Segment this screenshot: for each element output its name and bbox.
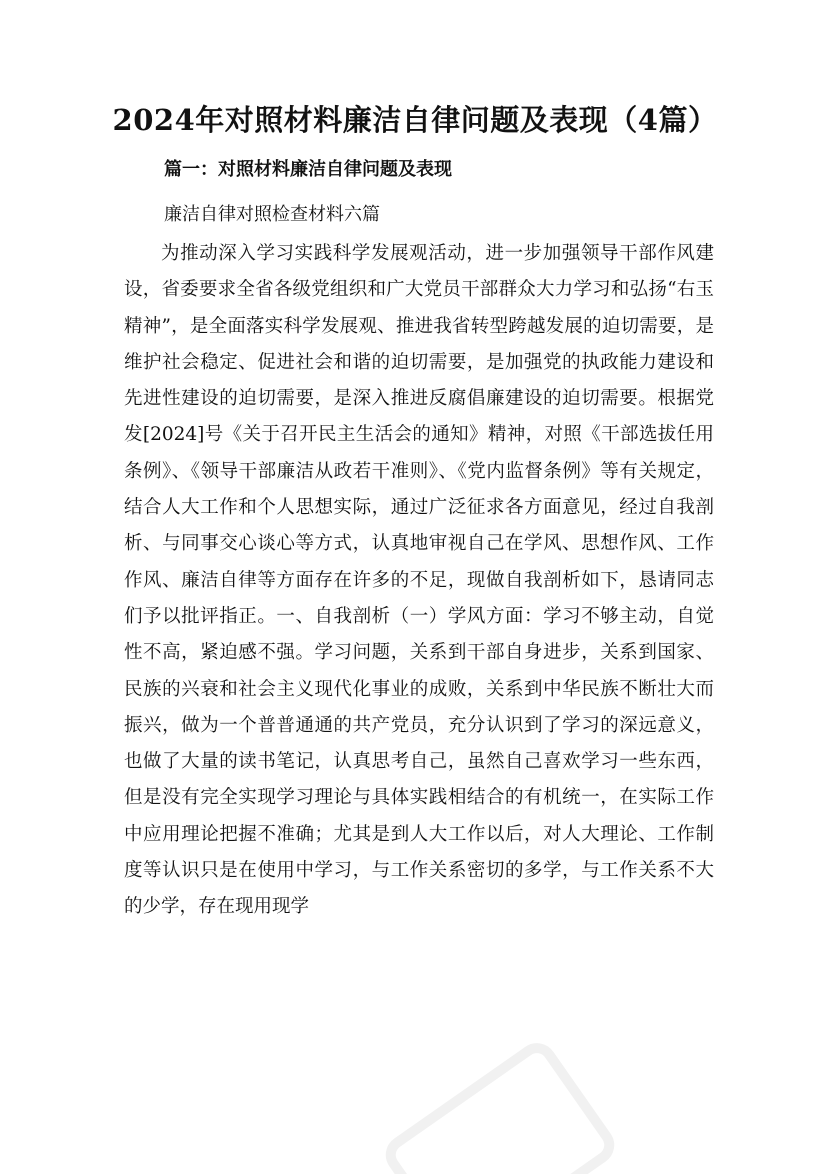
section-heading: 篇一：对照材料廉洁自律问题及表现 bbox=[164, 159, 452, 180]
body-paragraph: 为推动深入学习实践科学发展观活动，进一步加强领导干部作风建设，省委要求全省各级党组织和广大党员干部群众大力学习和弘扬“右玉精神”，是全面落实科学发展观、推进我省转型跨越发展的迫切需要，是维护社会稳定、促进社会和谐的迫切需要，是加强党的执政能力建设和先进性建设的迫切需要，是深入推进反腐倡廉建设的迫切需要。根据党发[2024]号《关于召开民主生活会的通知》精神，对照《干部选拔任用条例》、《领导干部廉洁从政若干准则》、《党内监督条例》等有关规定，结合人大工作和个人思想实际，通过广泛征求各方面意见，经过自我剖析、与同事交心谈心等方式，认真地审视自己在学风、思想作风、工作作风、廉洁自律等方面存在许多的不足，现做自我剖析如下，恳请同志们予以批评指正。一、自我剖析（一）学风方面：学习不够主动，自觉性不高，紧迫感不强。学习问题，关系到干部自身进步，关系到国家、民族的兴衰和社会主义现代化事业的成败，关系到中华民族不断壮大而振兴，做为一个普普通通的共产党员，充分认识到了学习的深远意义，也做了大量的读书笔记，认真思考自己，虽然自己喜欢学习一些东西，但是没有完全实现学习理论与具体实践相结合的有机统一，在实际工作中应用理论把握不准确；尤其是到人大工作以后，对人大理论、工作制度等认识只是在使用中学习，与工作关系密切的多学，与工作关系不大的少学，存在现用现学 bbox=[124, 243, 714, 918]
watermark-stamp bbox=[378, 1035, 622, 1174]
document-title: 2024年对照材料廉洁自律问题及表现（4篇） bbox=[112, 103, 718, 137]
document-subtitle: 廉洁自律对照检查材料六篇 bbox=[164, 204, 380, 225]
